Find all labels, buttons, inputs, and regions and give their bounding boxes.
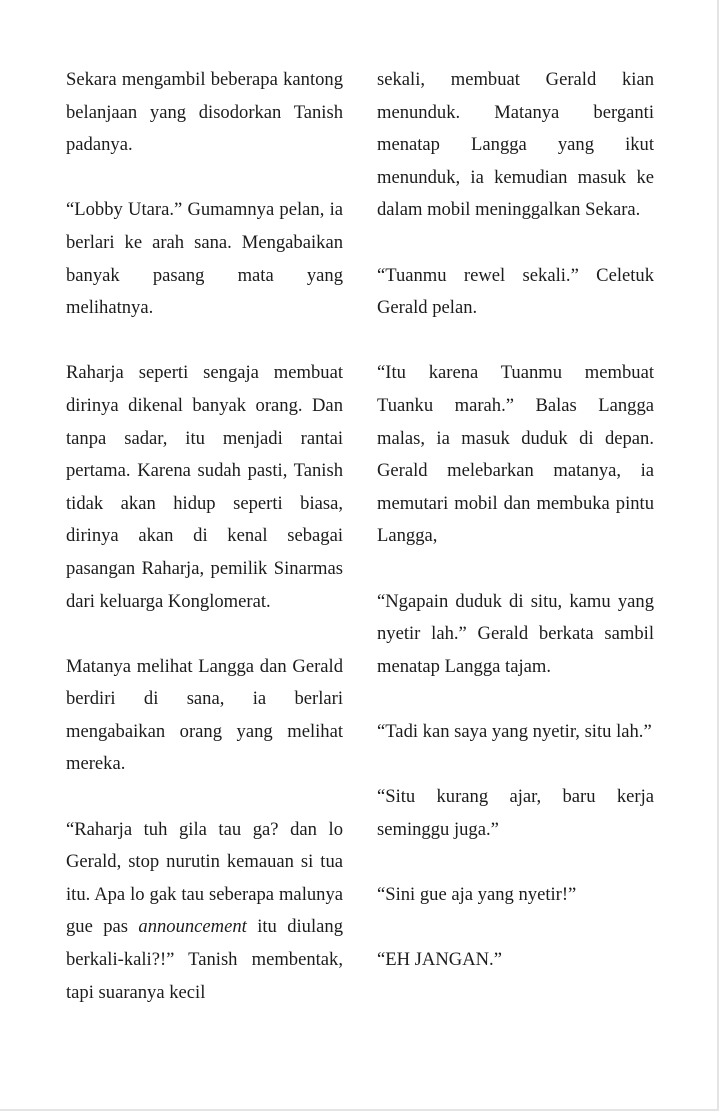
right-column xyxy=(377,64,654,977)
paragraph: “EH JANGAN.” xyxy=(377,949,502,971)
paragraph-text: itu diulang berkali-kali?!” Tanish membentak, tapi suaranya kecil xyxy=(66,916,343,1003)
paragraph-text: “Raharja tuh gila tau ga? dan lo Gerald, stop nurutin kemauan si tua itu. Apa lo gak tau seberapa malunya gue pas xyxy=(66,818,343,938)
paragraph xyxy=(66,814,343,1010)
left-column xyxy=(66,64,343,1009)
italic-word: announcement xyxy=(138,916,247,938)
paragraph: “Tadi kan saya yang nyetir, situ lah.” xyxy=(377,720,652,742)
paragraph: Sekara mengambil beberapa kantong belanjaan yang disodorkan Tanish padanya. xyxy=(66,69,343,156)
paragraph: “Tuanmu rewel sekali.” Celetuk Gerald pelan. xyxy=(377,264,654,319)
paragraph: sekali, membuat Gerald kian menunduk. Matanya berganti menatap Langga yang ikut menunduk, ia kemudian masuk ke dalam mobil meninggalkan Sekara. xyxy=(377,69,654,221)
paragraph: “Ngapain duduk di situ, kamu yang nyetir lah.” Gerald berkata sambil menatap Langga tajam. xyxy=(377,590,654,677)
paragraph: Raharja seperti sengaja membuat dirinya dikenal banyak orang. Dan tanpa sadar, itu menjadi rantai pertama. Karena sudah pasti, Tanish tidak akan hidup seperti biasa, dirinya akan di kenal sebagai pasangan Raharja, pemilik Sinarmas dari keluarga Konglomerat. xyxy=(66,362,343,612)
paragraph: “Itu karena Tuanmu membuat Tuanku marah.” Balas Langga malas, ia masuk duduk di depan. Gerald melebarkan matanya, ia memutari mobil dan membuka pintu Langga, xyxy=(377,362,654,547)
paragraph: “Sini gue aja yang nyetir!” xyxy=(377,883,577,905)
paragraph: Matanya melihat Langga dan Gerald berdiri di sana, ia berlari mengabaikan orang yang melihat mereka. xyxy=(66,655,343,775)
paragraph: “Lobby Utara.” Gumamnya pelan, ia berlari ke arah sana. Mengabaikan banyak pasang mata yang melihatnya. xyxy=(66,199,343,319)
paragraph: “Situ kurang ajar, baru kerja seminggu juga.” xyxy=(377,786,654,840)
